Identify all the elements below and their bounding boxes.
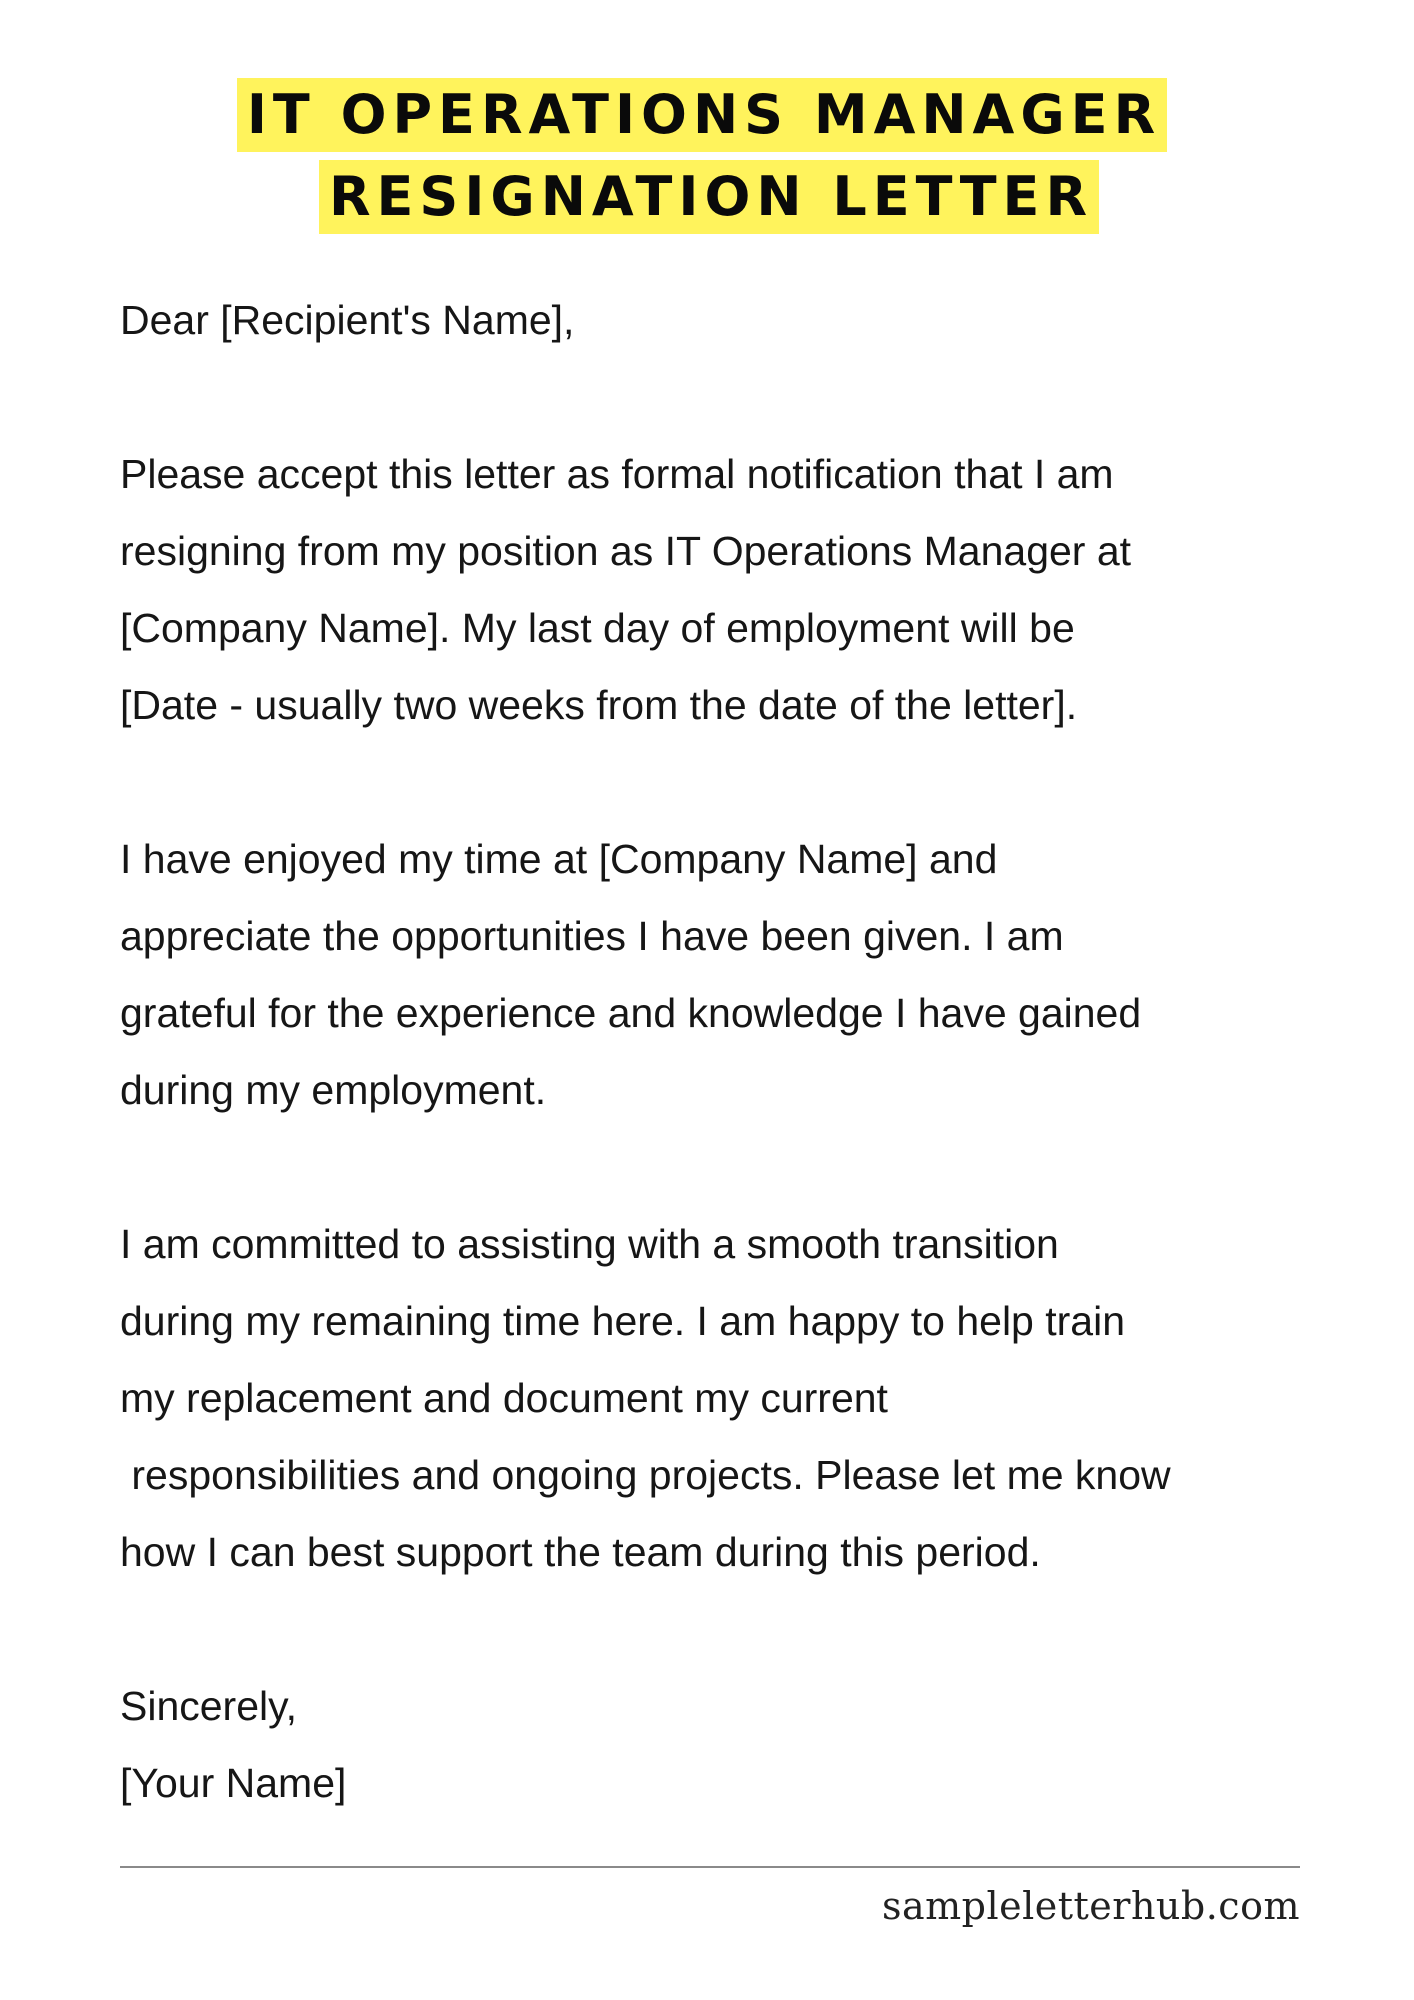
paragraph-spacer bbox=[120, 1591, 1360, 1668]
paragraph-2-line-1: I have enjoyed my time at [Company Name] and bbox=[120, 836, 998, 882]
paragraph-1-line-2: resigning from my position as IT Operations Manager at bbox=[120, 528, 1132, 574]
paragraph-1-line-3: [Company Name]. My last day of employment will be bbox=[120, 605, 1075, 651]
signature-placeholder: [Your Name] bbox=[120, 1760, 347, 1806]
title-line-2: RESIGNATION LETTER bbox=[319, 160, 1099, 234]
paragraph-1-line-1: Please accept this letter as formal notification that I am bbox=[120, 451, 1114, 497]
paragraph-3-line-3: my replacement and document my current bbox=[120, 1375, 888, 1421]
paragraph-spacer bbox=[120, 744, 1360, 821]
paragraph-3-line-5: how I can best support the team during this period. bbox=[120, 1529, 1041, 1575]
paragraph-2-line-3: grateful for the experience and knowledge I have gained bbox=[120, 990, 1142, 1036]
closing: Sincerely, bbox=[120, 1683, 297, 1729]
paragraph-3-line-1: I am committed to assisting with a smooth transition bbox=[120, 1221, 1059, 1267]
paragraph-3-line-2: during my remaining time here. I am happy to help train bbox=[120, 1298, 1126, 1344]
paragraph-1-line-4: [Date - usually two weeks from the date of the letter]. bbox=[120, 682, 1078, 728]
paragraph-2-line-2: appreciate the opportunities I have been given. I am bbox=[120, 913, 1064, 959]
document-title bbox=[0, 78, 1414, 234]
paragraph-spacer bbox=[120, 359, 1360, 436]
paragraph-3-line-4: responsibilities and ongoing projects. Please let me know bbox=[120, 1452, 1171, 1498]
title-line-1: IT OPERATIONS MANAGER bbox=[237, 78, 1167, 152]
salutation: Dear [Recipient's Name], bbox=[120, 297, 575, 343]
footer-divider bbox=[120, 1866, 1300, 1868]
website-url: sampleletterhub.com bbox=[881, 1884, 1300, 1928]
paragraph-2-line-4: during my employment. bbox=[120, 1067, 547, 1113]
paragraph-spacer bbox=[120, 1129, 1360, 1206]
letter-body bbox=[120, 282, 1360, 1822]
